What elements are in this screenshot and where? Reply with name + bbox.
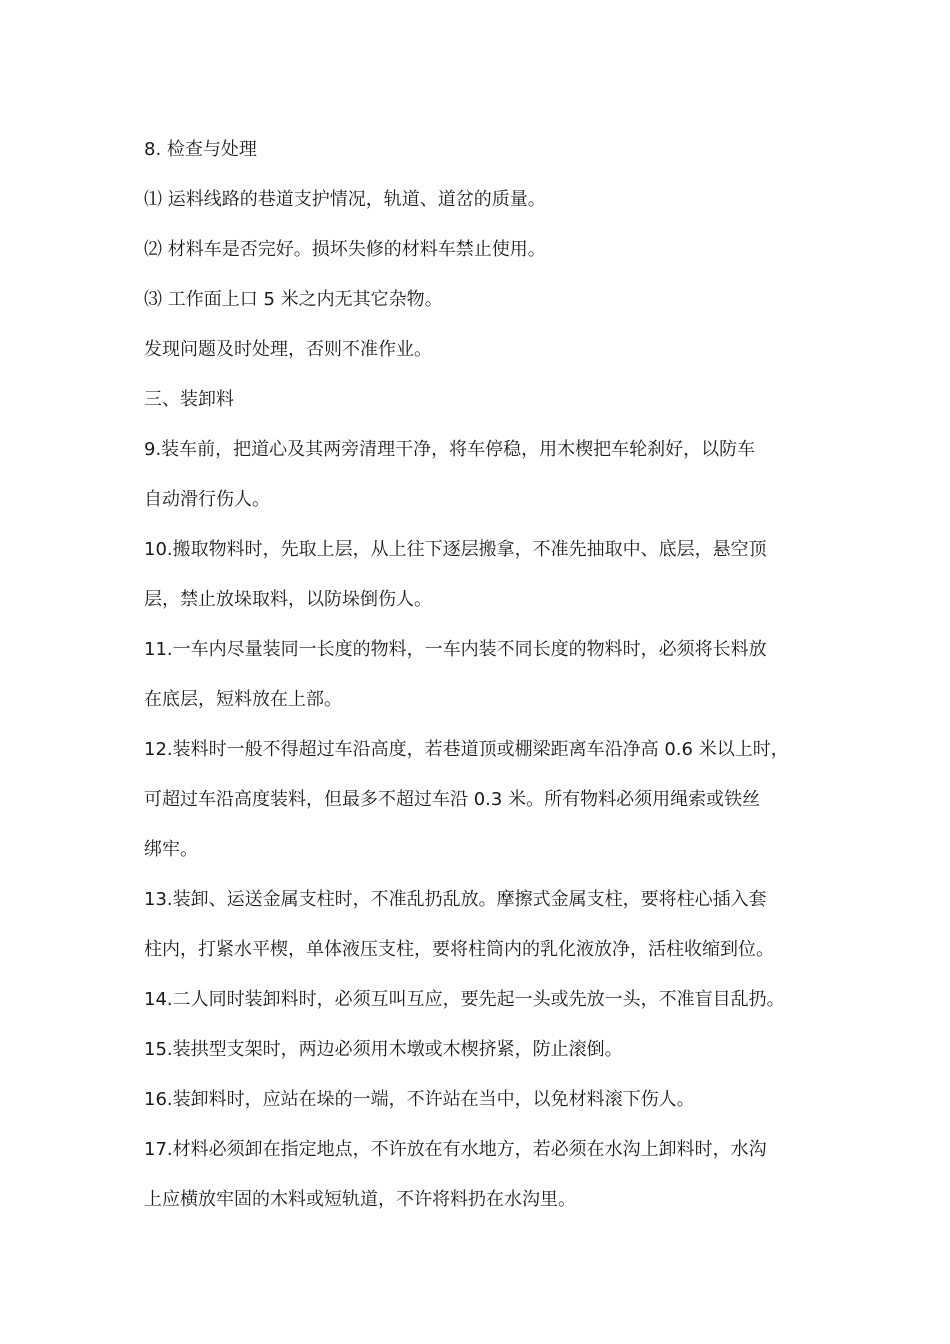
- paragraph-17-line-1: 17.材料必须卸在指定地点，不许放在有水地方，若必须在水沟上卸料时，水沟: [144, 1139, 767, 1160]
- inspection-note: 发现问题及时处理，否则不准作业。: [144, 339, 432, 360]
- paragraph-13-line-1: 13.装卸、运送金属支柱时，不准乱扔乱放。摩擦式金属支柱，要将柱心插入套: [144, 889, 767, 910]
- paragraph-13-line-2: 柱内，打紧水平楔，单体液压支柱，要将柱筒内的乳化液放净，活柱收缩到位。: [144, 939, 774, 960]
- paragraph-9-line-1: 9.装车前，把道心及其两旁清理干净，将车停稳，用木楔把车轮刹好，以防车: [144, 439, 756, 460]
- paragraph-12-line-1: 12.装料时一般不得超过车沿高度，若巷道顶或棚梁距离车沿净高 0.6 米以上时，: [144, 739, 789, 760]
- paragraph-14: 14.二人同时装卸料时，必须互叫互应，要先起一头或先放一头，不准盲目乱扔。: [144, 989, 785, 1010]
- paragraph-11-line-1: 11.一车内尽量装同一长度的物料，一车内装不同长度的物料时，必须将长料放: [144, 639, 767, 660]
- paragraph-10-line-1: 10.搬取物料时，先取上层，从上往下逐层搬拿，不准先抽取中、底层，悬空顶: [144, 539, 767, 560]
- paragraph-12-line-3: 绑牢。: [144, 839, 198, 860]
- section-heading-inspection: 8. 检查与处理: [144, 139, 257, 160]
- paragraph-10-line-2: 层，禁止放垛取料，以防垛倒伤人。: [144, 589, 432, 610]
- section-heading-loading: 三、装卸料: [144, 389, 234, 410]
- inspection-item-3: ⑶ 工作面上口 5 米之内无其它杂物。: [144, 289, 443, 310]
- paragraph-16: 16.装卸料时，应站在垛的一端，不许站在当中，以免材料滚下伤人。: [144, 1089, 695, 1110]
- paragraph-17-line-2: 上应横放牢固的木料或短轨道，不许将料扔在水沟里。: [144, 1189, 576, 1210]
- paragraph-11-line-2: 在底层，短料放在上部。: [144, 689, 342, 710]
- paragraph-15: 15.装拱型支架时，两边必须用木墩或木楔挤紧，防止滚倒。: [144, 1039, 623, 1060]
- paragraph-12-line-2: 可超过车沿高度装料，但最多不超过车沿 0.3 米。所有物料必须用绳索或铁丝: [144, 789, 761, 810]
- inspection-item-1: ⑴ 运料线路的巷道支护情况，轨道、道岔的质量。: [144, 189, 546, 210]
- inspection-item-2: ⑵ 材料车是否完好。损坏失修的材料车禁止使用。: [144, 239, 546, 260]
- paragraph-9-line-2: 自动滑行伤人。: [144, 489, 270, 510]
- document-body: [144, 136, 834, 1236]
